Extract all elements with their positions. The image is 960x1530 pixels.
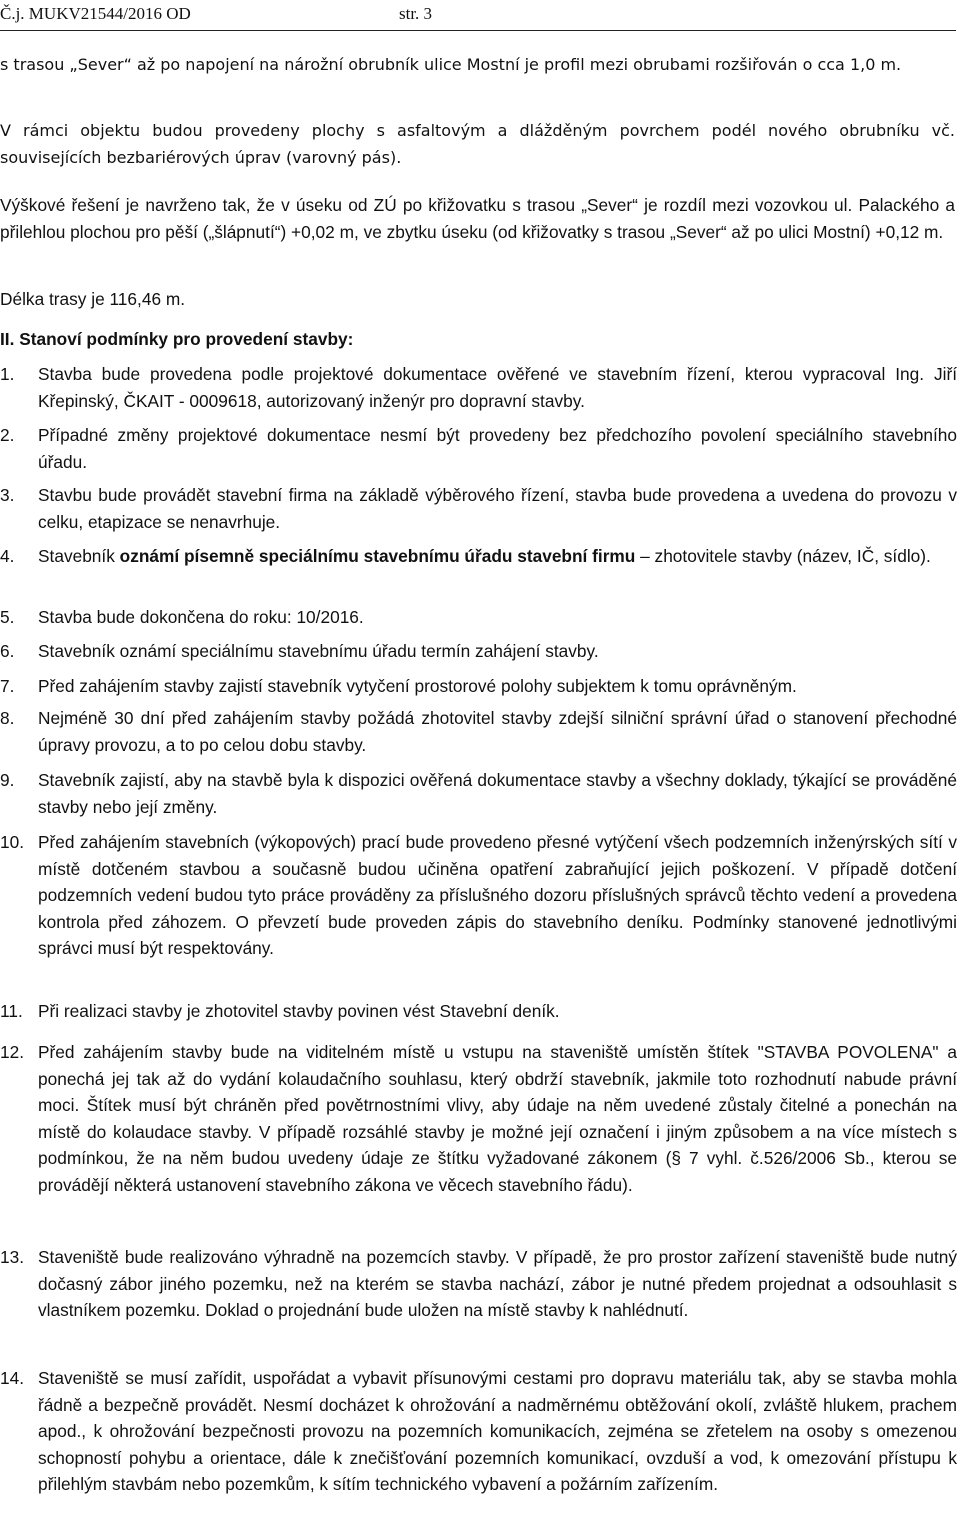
paragraph-profile: s trasou „Sever“ až po napojení na nárožní obrubník ulice Mostní je profil mezi obrubami rozšiřován o cca 1,0 m. bbox=[0, 55, 902, 74]
condition-item bbox=[0, 829, 957, 962]
item-text-post: – zhotovitele stavby (název, IČ, sídlo). bbox=[635, 546, 931, 566]
item-text: Případné změny projektové dokumentace nesmí být provedeny bez předchozího povolení speciálního stavebního úřadu. bbox=[38, 425, 957, 472]
item-text: Staveniště se musí zařídit, uspořádat a vybavit přísunovými cestami pro dopravu materiálu tak, aby se stavba mohla řádně a bezpečně provádět. Nesmí docházet k ohrožování a nadměrnému obtěžování okolí, zvláště hlukem, prachem apod., k ohrožování bezpečnosti provozu na pozemních komunikacích, zejména se zřetelem na osoby s omezenou schopností pohybu a orientace, dále k znečišťování pozemních komunikací, ovzduší a vod, k omezování přístupu k přilehlým stavbám nebo pozemkům, k sítím technického vybavení a požárním zařízením. bbox=[38, 1368, 957, 1494]
item-text: Stavbu bude provádět stavební firma na základě výběrového řízení, stavba bude provedena a uvedena do provozu v celku, etapizace se nenavrhuje. bbox=[38, 485, 957, 532]
item-text: Nejméně 30 dní před zahájením stavby požádá zhotovitel stavby zdejší silniční správní úřad o stanovení přechodné úpravy provozu, a to po celou dobu stavby. bbox=[38, 708, 957, 755]
item-text: Stavba bude provedena podle projektové dokumentace ověřené ve stavebním řízení, kterou vypracoval Ing. Jiří Křepinský, ČKAIT - 0009618, autorizovaný inženýr pro dopravní stavby. bbox=[38, 364, 957, 411]
item-number: 9. bbox=[0, 770, 15, 790]
item-number: 13. bbox=[0, 1247, 25, 1267]
item-text: Před zahájením stavby zajistí stavebník vytyčení prostorové polohy subjektem k tomu oprávněným. bbox=[38, 676, 797, 696]
condition-item bbox=[0, 604, 957, 631]
item-number: 4. bbox=[0, 546, 15, 566]
item-number: 12. bbox=[0, 1042, 25, 1062]
condition-item bbox=[0, 998, 957, 1025]
item-text: Před zahájením stavebních (výkopových) prací bude provedeno přesné vytýčení všech podzemních inženýrských sítí v místě dotčeném stavbou a současně budou učiněna opatření zabraňující jejich poškození. V případě dotčení podzemních vedení budou tyto práce prováděny za příslušného dozoru příslušných správců těchto vedení a provedena kontrola před záhozem. O převzetí bude proveden zápis do stavebního deníku. Podmínky stanovené jednotlivými správci musí být respektovány. bbox=[38, 832, 957, 958]
paragraph-height-solution: Výškové řešení je navrženo tak, že v úseku od ZÚ po křižovatku s trasou „Sever“ je rozdíl mezi vozovkou ul. Palackého a přilehlou plochou pro pěší („šlápnutí“) +0,02 m, ve zbytku úseku (od křižovatky s trasou „Sever“ až po ulici Mostní) +0,12 m. bbox=[0, 195, 955, 242]
section-title: II. Stanoví podmínky pro provedení stavby: bbox=[0, 329, 354, 349]
paragraph-surfaces: V rámci objektu budou provedeny plochy s asfaltovým a dlážděným povrchem podél nového obrubníku vč. souvisejících bezbariérových úprav (varovný pás). bbox=[0, 121, 955, 167]
item-number: 7. bbox=[0, 676, 15, 696]
item-text: Stavebník zajistí, aby na stavbě byla k dispozici ověřená dokumentace stavby a všechny doklady, týkající se prováděné stavby nebo její změny. bbox=[38, 770, 957, 817]
condition-item bbox=[0, 422, 957, 475]
condition-item bbox=[0, 673, 957, 700]
page-number: str. 3 bbox=[399, 4, 433, 23]
item-text: Při realizaci stavby je zhotovitel stavby povinen vést Stavební deník. bbox=[38, 1001, 560, 1021]
item-text: Před zahájením stavby bude na viditelném místě u vstupu na staveniště umístěn štítek "STAVBA POVOLENA" a ponechá jej tak až do vydání kolaudačního souhlasu, který obdrží stavebník, jakmile toto rozhodnutí nabude právní moci. Štítek musí být chráněn před povětrnostními vlivy, aby údaje na něm uvedené zůstaly čitelné a ponechán na místě do kolaudace stavby. V případě rozsáhlé stavby je možné její označení i jiným způsobem a na více místech s podmínkou, že na něm budou uvedeny údaje ze štítku vyžadované zákonem (§ 7 vyhl. č.526/2006 Sb., kterou se provádějí některá ustanovení stavebního zákona ve věcech stavebního řádu). bbox=[38, 1042, 957, 1195]
item-text: Staveniště bude realizováno výhradně na pozemcích stavby. V případě, že pro prostor zařízení staveniště bude nutný dočasný zábor jiného pozemku, než na kterém se stavba nachází, zábor je nutné předem projednat a odsouhlasit s vlastníkem pozemku. Doklad o projednání bude uložen na místě stavby k nahlédnutí. bbox=[38, 1247, 957, 1320]
item-number: 8. bbox=[0, 708, 15, 728]
condition-item bbox=[0, 767, 957, 820]
condition-item bbox=[0, 1244, 957, 1324]
item-number: 1. bbox=[0, 364, 15, 384]
item-number: 2. bbox=[0, 425, 15, 445]
item-text: Stavebník oznámí speciálnímu stavebnímu úřadu termín zahájení stavby. bbox=[38, 641, 599, 661]
paragraph-route-length: Délka trasy je 116,46 m. bbox=[0, 289, 186, 309]
condition-item bbox=[0, 361, 957, 414]
item-number: 6. bbox=[0, 641, 15, 661]
condition-item bbox=[0, 1365, 957, 1498]
item-number: 5. bbox=[0, 607, 15, 627]
item-number: 3. bbox=[0, 485, 15, 505]
condition-item bbox=[0, 705, 957, 758]
condition-item bbox=[0, 482, 957, 535]
condition-item bbox=[0, 638, 957, 665]
item-text-pre: Stavebník bbox=[38, 546, 120, 566]
condition-item bbox=[0, 1039, 957, 1198]
item-text-bold: oznámí písemně speciálnímu stavebnímu úřadu stavební firmu bbox=[119, 546, 636, 566]
item-number: 14. bbox=[0, 1368, 25, 1388]
page-header bbox=[0, 0, 956, 31]
condition-item bbox=[0, 543, 957, 570]
item-text: Stavba bude dokončena do roku: 10/2016. bbox=[38, 607, 364, 627]
item-number: 11. bbox=[0, 1001, 23, 1021]
item-text bbox=[38, 543, 957, 570]
reference-number: Č.j. MUKV21544/2016 OD bbox=[0, 4, 191, 23]
item-number: 10. bbox=[0, 832, 25, 852]
